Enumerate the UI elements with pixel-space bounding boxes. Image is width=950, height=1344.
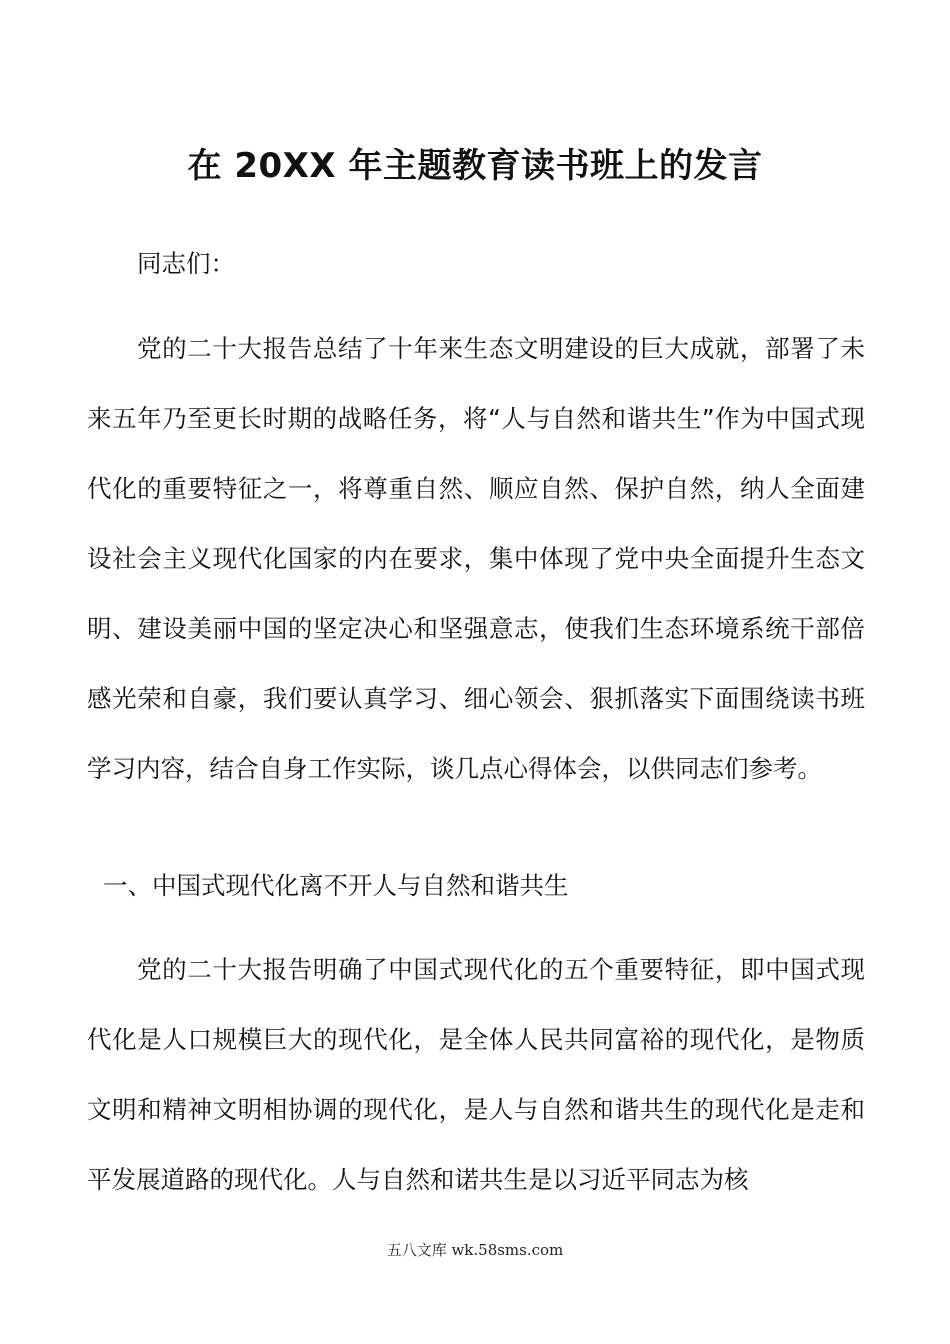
section-heading-1: 一、中国式现代化离不开人与自然和谐共生 xyxy=(103,871,569,900)
footer-watermark: 五八文库 wk.58sms.com xyxy=(386,1241,564,1259)
paragraph-2: 党的二十大报告明确了中国式现代化的五个重要特征，即中国式现代化是人口规模巨大的现代化，是全体人民共同富裕的现代化，是物质文明和精神文明相协调的现代化，是人与自然和谐共生的现代化是走和平发展道路的现代化。人与自然和诺共生是以习近平同志为核 xyxy=(87,955,865,1194)
paragraph-1: 党的二十大报告总结了十年来生态文明建设的巨大成就，部署了未来五年乃至更长时期的战略任务，将“人与自然和谐共生”作为中国式现代化的重要特征之一，将尊重自然、顺应自然、保护自然，纳人全面建设社会主义现代化国家的内在要求，集中体现了党中央全面提升生态文明、建设美丽中国的坚定决心和坚强意志，使我们生态环境系统干部倍感光荣和自豪，我们要认真学习、细心领会、狠抓落实下面围绕读书班学习内容，结合自身工作实际，谈几点心得体会，以供同志们参考。 xyxy=(87,334,865,783)
document-title: 在 20XX 年主题教育读书班上的发言 xyxy=(187,146,763,186)
salutation: 同志们： xyxy=(137,249,235,278)
